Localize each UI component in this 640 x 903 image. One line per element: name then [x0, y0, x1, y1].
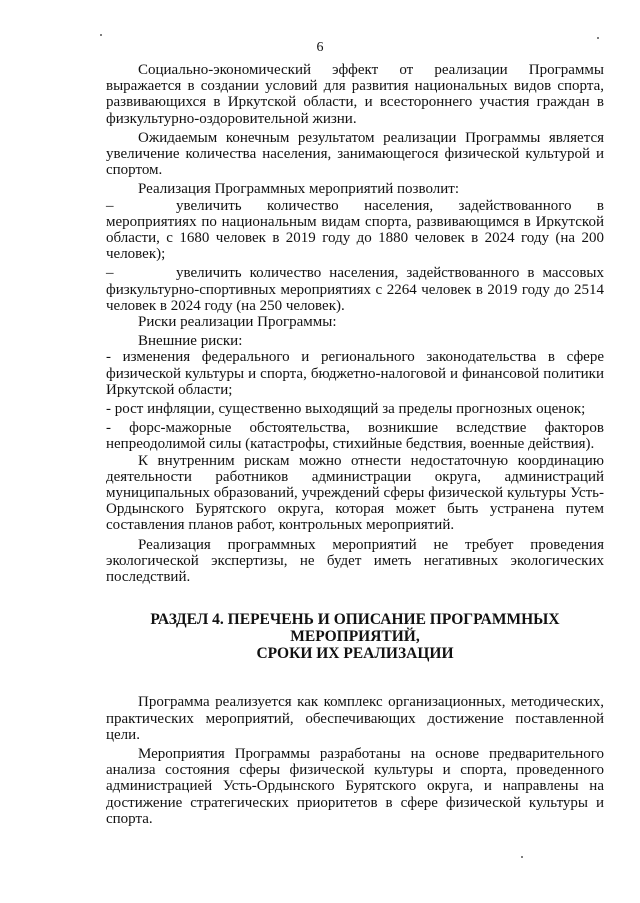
paragraph: Социально-экономический эффект от реализации Программы выражается в создании условий для развития национальных видов спорта, развивающихся в Иркутской области, и всестороннего участия граждан в физкультурно-оздоровительной жизни.	[106, 62, 604, 127]
paragraph: Реализация программных мероприятий не требует проведения экологической экспертизы, не будет иметь негативных экологических последствий.	[106, 536, 604, 586]
risk-item: - форс-мажорные обстоятельства, возникшие вследствие факторов непреодолимой силы (катастрофы, стихийные бедствия, военные действия).	[106, 420, 604, 453]
paragraph: Реализация Программных мероприятий позволит:	[138, 181, 459, 198]
section-heading-line: РАЗДЕЛ 4. ПЕРЕЧЕНЬ И ОПИСАНИЕ ПРОГРАММНЫХ	[150, 611, 560, 629]
document-body	[106, 62, 604, 827]
risk-item: - рост инфляции, существенно выходящий за пределы прогнозных оценок;	[106, 401, 586, 418]
page-number: 6	[316, 40, 324, 55]
scan-speck	[597, 37, 599, 39]
paragraph: Мероприятия Программы разработаны на основе предварительного анализа состояния сферы физической культуры и спорта, проведенного администрацией Усть-Ордынского Бурятского округа, и направлены на достижение стратегических приоритетов в сфере физической культуры и спорта.	[106, 745, 604, 827]
scan-speck	[521, 856, 523, 858]
paragraph: Программа реализуется как комплекс организационных, методических, практических мероприятий, обеспечивающих достижение поставленной цели.	[106, 694, 604, 743]
paragraph: К внутренним рискам можно отнести недостаточную координацию деятельности работников администрации округа, администраций муниципальных образований, учреждений сферы физической культуры Усть-Ордынского Бурятского округа, которая может быть устранена путем составления планов работ, контрольных мероприятий.	[106, 452, 604, 534]
section-heading-line: МЕРОПРИЯТИЙ,	[290, 628, 420, 646]
paragraph: Ожидаемым конечным результатом реализации Программы является увеличение количества населения, занимающегося физической культурой и спортом.	[106, 129, 604, 179]
list-item	[106, 198, 604, 263]
section-heading-line: СРОКИ ИХ РЕАЛИЗАЦИИ	[256, 645, 454, 663]
list-item	[106, 265, 604, 314]
list-item-text: увеличить количество населения, задействованного в массовых физкультурно-спортивных мероприятиях с 2264 человек в 2019 году до 2514 человек в 2024 году (на 250 человек).	[106, 265, 604, 314]
risk-item: - изменения федерального и регионального законодательства в сфере физической культуры и спорта, бюджетно-налоговой и финансовой политики Иркутской области;	[106, 349, 604, 398]
list-dash: –	[106, 265, 114, 282]
section-heading	[106, 611, 604, 662]
list-dash: –	[106, 197, 114, 214]
external-risks-title: Внешние риски:	[138, 333, 243, 350]
list-item-text: увеличить количество населения, задействованного в мероприятиях по национальным видам спорта, развивающимся в Иркутской области, с 1680 человек в 2019 году до 1880 человек в 2024 году (на 200 человек);	[106, 197, 604, 263]
scan-speck	[100, 34, 102, 36]
risks-title: Риски реализации Программы:	[138, 314, 337, 331]
